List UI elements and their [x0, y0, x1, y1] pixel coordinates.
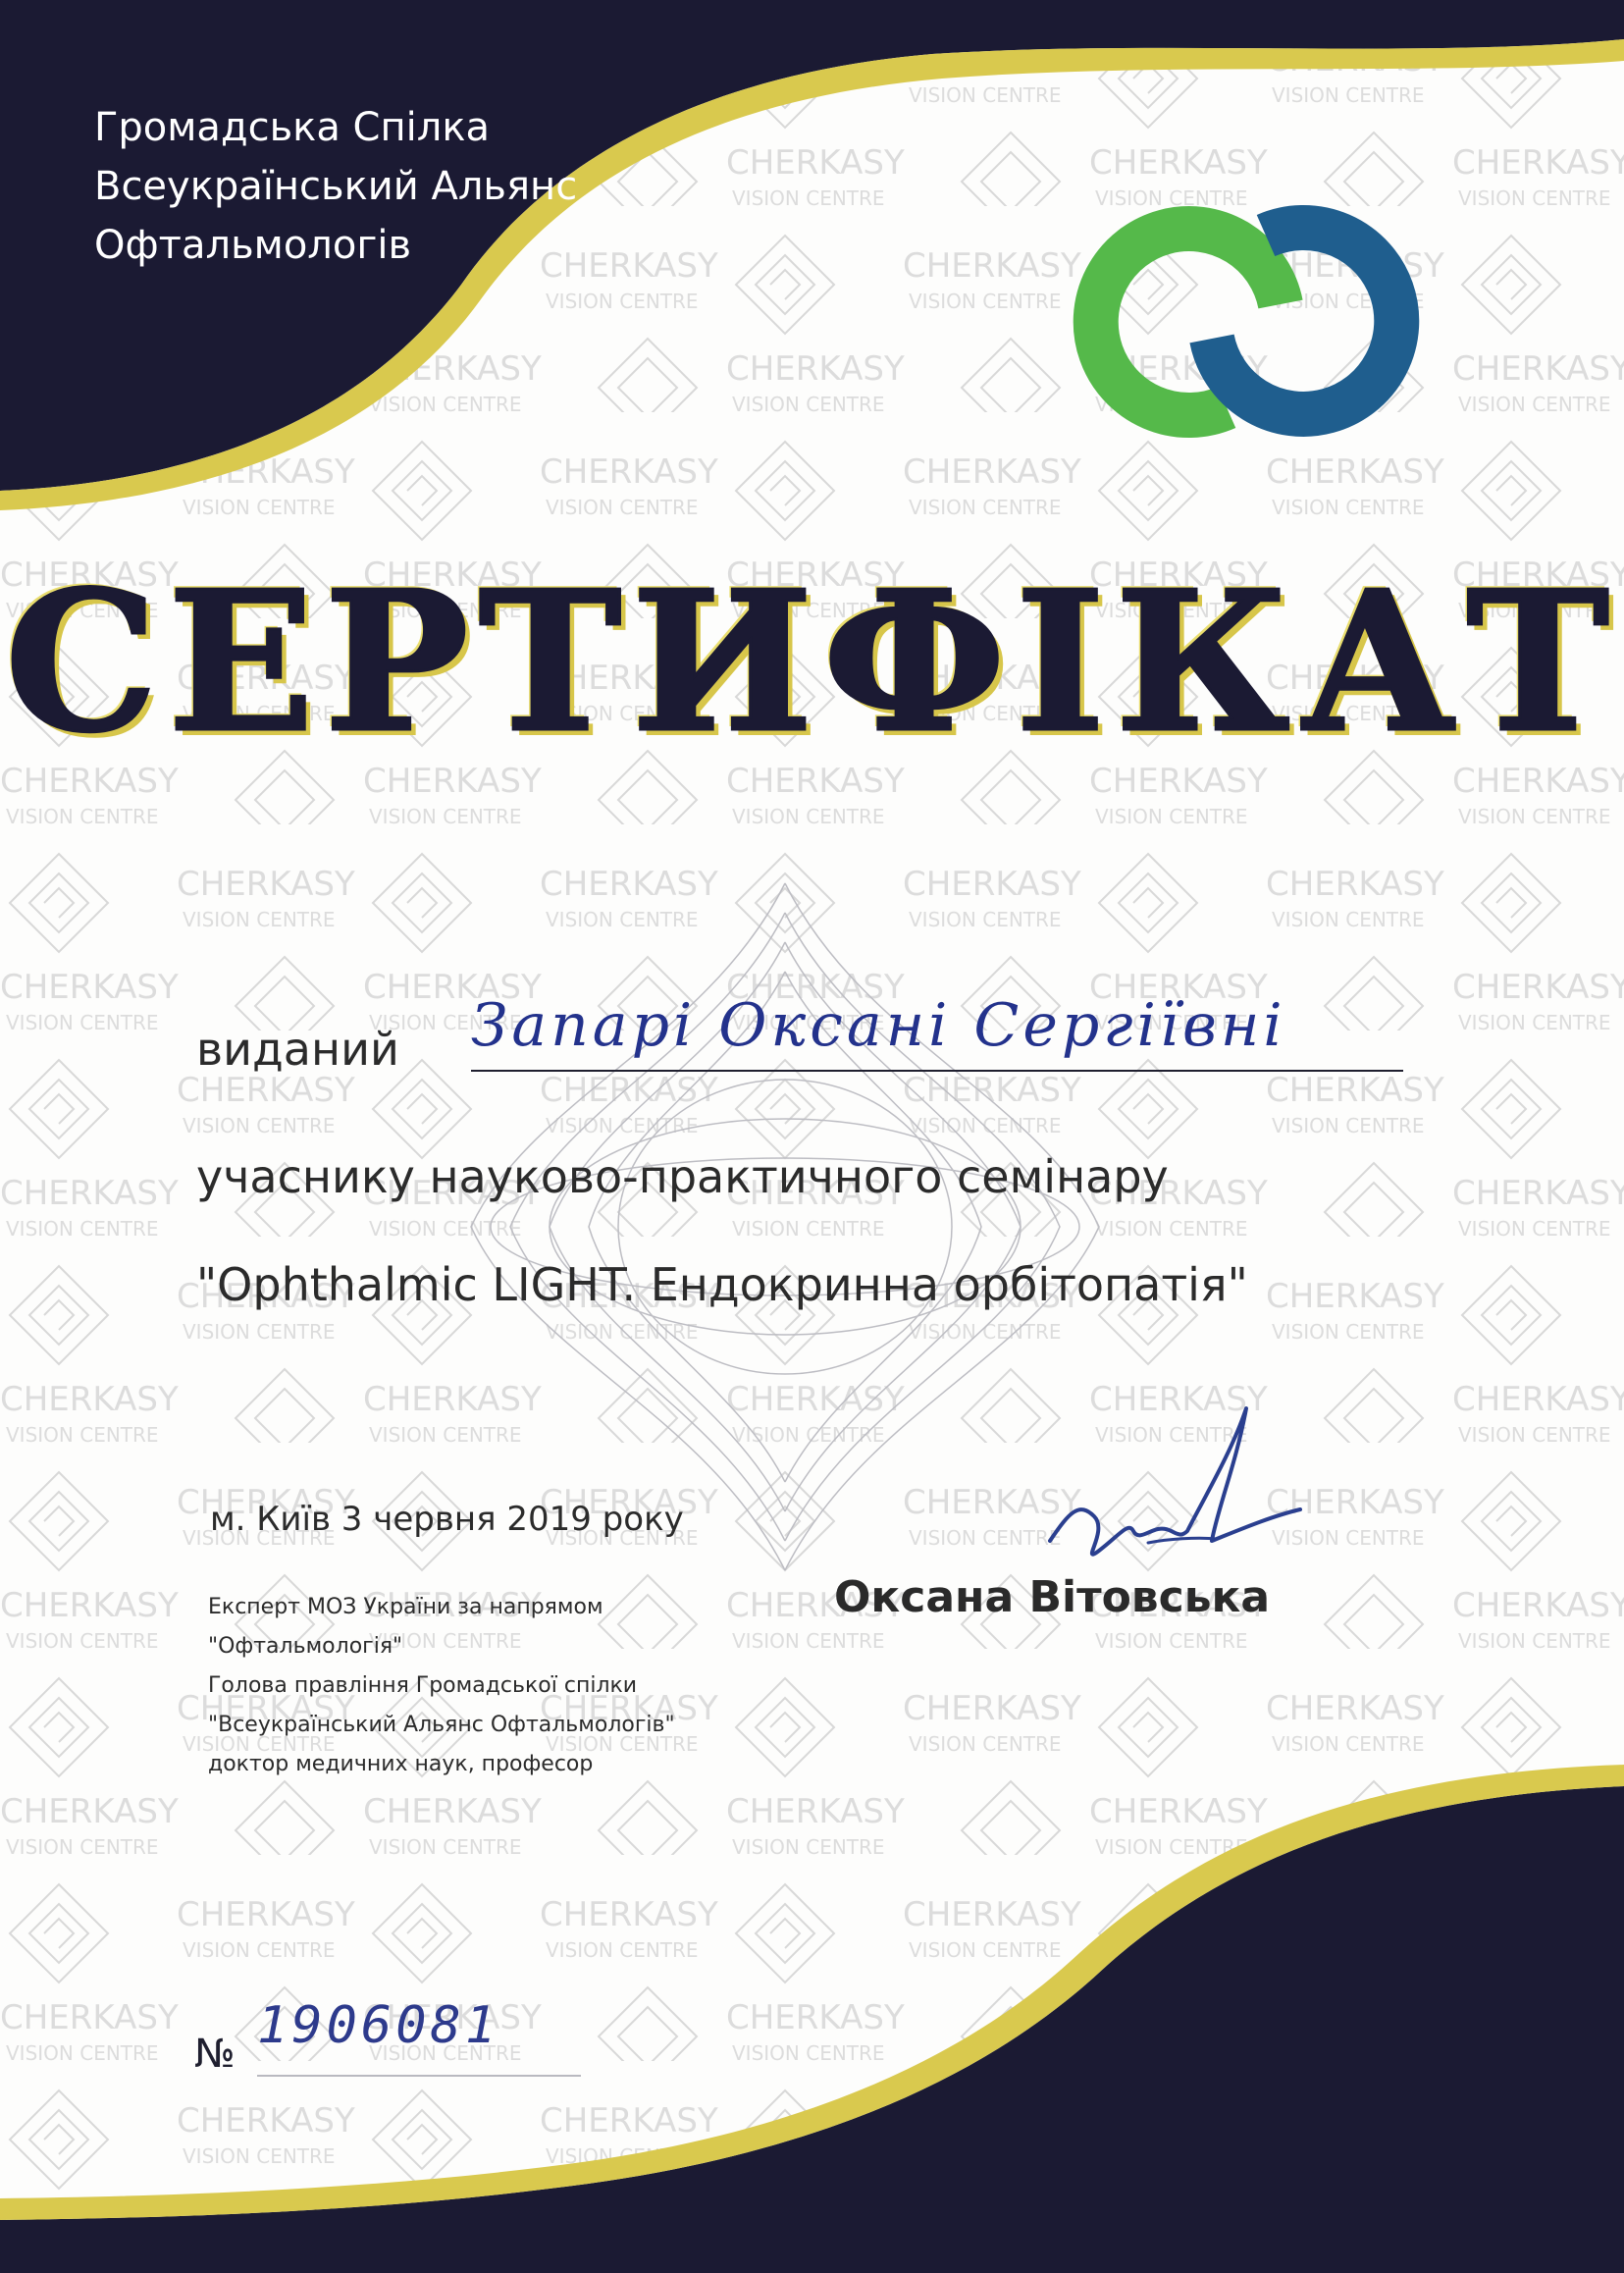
recipient-name: Запарі Оксані Сергіївні	[471, 991, 1403, 1072]
organization-line-3: Офтальмологів	[94, 223, 412, 268]
certificate-number-label: №	[194, 2032, 236, 2077]
signer-credentials	[208, 1588, 675, 1784]
credential-line: "Офтальмологія"	[208, 1634, 403, 1659]
certificate-title: СЕРТИФІКАТ	[4, 550, 1620, 775]
signature-mark	[1040, 1394, 1305, 1590]
logo-icon	[1030, 196, 1423, 471]
organization-name	[94, 98, 577, 275]
organization-line-1: Громадська Спілка	[94, 105, 490, 150]
seminar-title: "Ophthalmic LIGHT. Ендокринна орбітопатія"	[196, 1258, 1248, 1311]
credential-line: Експерт МОЗ України за напрямом	[208, 1595, 603, 1619]
certificate-number: 1906081	[257, 1996, 581, 2077]
participant-text: учаснику науково-практичного семінару	[196, 1150, 1169, 1203]
credential-line: "Всеукраїнський Альянс Офтальмологів"	[208, 1713, 675, 1737]
credential-line: доктор медичних наук, професор	[208, 1752, 594, 1776]
signer-name: Оксана Вітовська	[834, 1572, 1271, 1622]
organization-line-2: Всеукраїнський Альянс	[94, 164, 578, 209]
issued-label: виданий	[196, 1023, 399, 1076]
place-date: м. Київ 3 червня 2019 року	[210, 1500, 684, 1539]
credential-line: Голова правління Громадської спілки	[208, 1673, 638, 1698]
